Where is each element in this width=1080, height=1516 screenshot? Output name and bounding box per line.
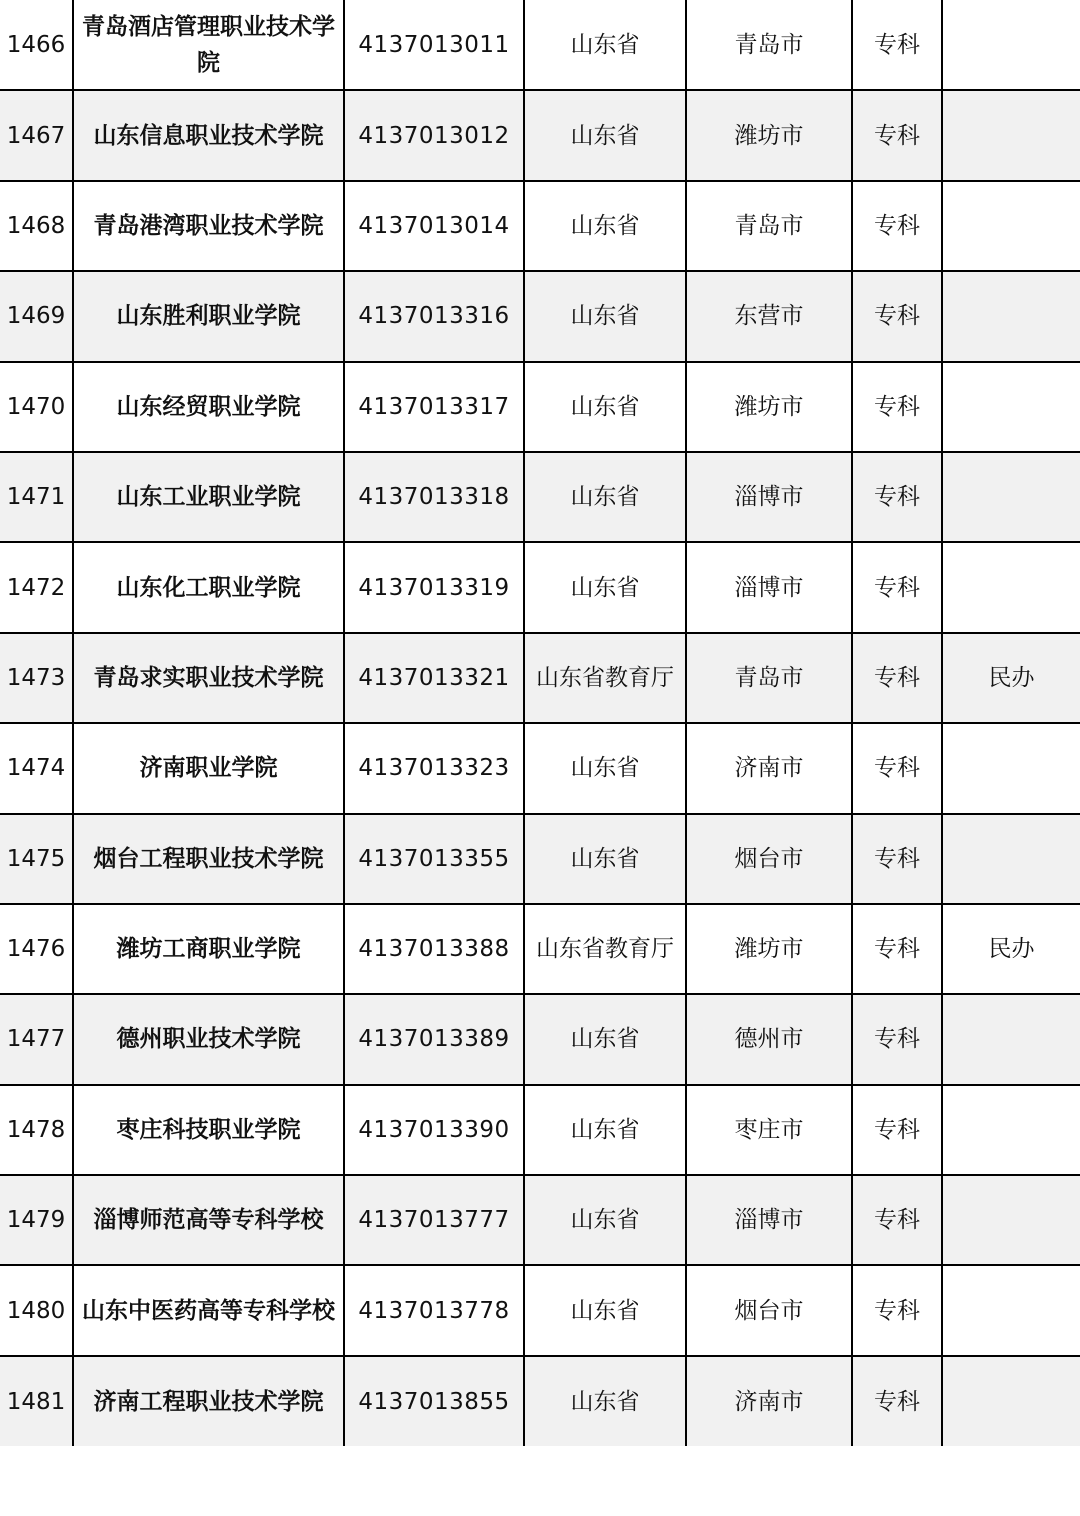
table-row — [0, 1265, 1080, 1355]
level-cell: 专科 — [852, 181, 942, 271]
authority-cell: 山东省 — [524, 1265, 686, 1355]
note-cell — [942, 1175, 1080, 1265]
table-row — [0, 904, 1080, 994]
authority-cell: 山东省 — [524, 814, 686, 904]
school-code-cell: 4137013389 — [344, 994, 524, 1084]
row-number-cell: 1470 — [0, 362, 73, 452]
table-row — [0, 542, 1080, 632]
level-cell: 专科 — [852, 723, 942, 813]
table-row — [0, 271, 1080, 361]
city-cell: 德州市 — [686, 994, 852, 1084]
school-name-cell: 潍坊工商职业学院 — [73, 904, 344, 994]
city-cell: 潍坊市 — [686, 904, 852, 994]
note-cell: 民办 — [942, 633, 1080, 723]
note-cell — [942, 181, 1080, 271]
city-cell: 济南市 — [686, 1356, 852, 1446]
level-cell: 专科 — [852, 814, 942, 904]
level-cell: 专科 — [852, 994, 942, 1084]
row-number-cell: 1474 — [0, 723, 73, 813]
school-name-cell: 青岛酒店管理职业技术学院 — [73, 0, 344, 90]
table-row — [0, 181, 1080, 271]
city-cell: 济南市 — [686, 723, 852, 813]
note-cell — [942, 90, 1080, 180]
row-number-cell: 1471 — [0, 452, 73, 542]
school-code-cell: 4137013316 — [344, 271, 524, 361]
city-cell: 淄博市 — [686, 1175, 852, 1265]
school-name-cell: 淄博师范高等专科学校 — [73, 1175, 344, 1265]
note-cell: 民办 — [942, 904, 1080, 994]
authority-cell: 山东省 — [524, 0, 686, 90]
row-number-cell: 1468 — [0, 181, 73, 271]
table-row — [0, 452, 1080, 542]
level-cell: 专科 — [852, 1356, 942, 1446]
city-cell: 烟台市 — [686, 814, 852, 904]
school-name-cell: 山东信息职业技术学院 — [73, 90, 344, 180]
school-code-cell: 4137013778 — [344, 1265, 524, 1355]
authority-cell: 山东省 — [524, 723, 686, 813]
authority-cell: 山东省 — [524, 1356, 686, 1446]
table-row — [0, 1085, 1080, 1175]
level-cell: 专科 — [852, 271, 942, 361]
school-code-cell: 4137013321 — [344, 633, 524, 723]
row-number-cell: 1467 — [0, 90, 73, 180]
row-number-cell: 1476 — [0, 904, 73, 994]
school-code-cell: 4137013317 — [344, 362, 524, 452]
authority-cell: 山东省 — [524, 362, 686, 452]
note-cell — [942, 1356, 1080, 1446]
level-cell: 专科 — [852, 542, 942, 632]
note-cell — [942, 362, 1080, 452]
school-code-cell: 4137013011 — [344, 0, 524, 90]
school-code-cell: 4137013388 — [344, 904, 524, 994]
row-number-cell: 1475 — [0, 814, 73, 904]
city-cell: 烟台市 — [686, 1265, 852, 1355]
note-cell — [942, 814, 1080, 904]
city-cell: 青岛市 — [686, 0, 852, 90]
row-number-cell: 1480 — [0, 1265, 73, 1355]
level-cell: 专科 — [852, 1175, 942, 1265]
row-number-cell: 1472 — [0, 542, 73, 632]
school-code-cell: 4137013355 — [344, 814, 524, 904]
school-name-cell: 青岛求实职业技术学院 — [73, 633, 344, 723]
note-cell — [942, 723, 1080, 813]
authority-cell: 山东省教育厅 — [524, 633, 686, 723]
authority-cell: 山东省 — [524, 452, 686, 542]
school-name-cell: 山东中医药高等专科学校 — [73, 1265, 344, 1355]
city-cell: 淄博市 — [686, 542, 852, 632]
level-cell: 专科 — [852, 90, 942, 180]
note-cell — [942, 0, 1080, 90]
school-code-cell: 4137013323 — [344, 723, 524, 813]
city-cell: 青岛市 — [686, 181, 852, 271]
row-number-cell: 1478 — [0, 1085, 73, 1175]
row-number-cell: 1481 — [0, 1356, 73, 1446]
authority-cell: 山东省 — [524, 542, 686, 632]
table-row — [0, 633, 1080, 723]
note-cell — [942, 271, 1080, 361]
authority-cell: 山东省 — [524, 994, 686, 1084]
school-code-cell: 4137013318 — [344, 452, 524, 542]
note-cell — [942, 452, 1080, 542]
authority-cell: 山东省 — [524, 1175, 686, 1265]
level-cell: 专科 — [852, 1265, 942, 1355]
school-code-cell: 4137013012 — [344, 90, 524, 180]
school-name-cell: 济南职业学院 — [73, 723, 344, 813]
row-number-cell: 1479 — [0, 1175, 73, 1265]
school-code-cell: 4137013777 — [344, 1175, 524, 1265]
school-name-cell: 青岛港湾职业技术学院 — [73, 181, 344, 271]
school-name-cell: 德州职业技术学院 — [73, 994, 344, 1084]
city-cell: 潍坊市 — [686, 90, 852, 180]
level-cell: 专科 — [852, 0, 942, 90]
city-cell: 枣庄市 — [686, 1085, 852, 1175]
school-code-cell: 4137013855 — [344, 1356, 524, 1446]
row-number-cell: 1473 — [0, 633, 73, 723]
level-cell: 专科 — [852, 452, 942, 542]
school-name-cell: 山东化工职业学院 — [73, 542, 344, 632]
table-row — [0, 362, 1080, 452]
authority-cell: 山东省 — [524, 181, 686, 271]
row-number-cell: 1466 — [0, 0, 73, 90]
school-name-cell: 济南工程职业技术学院 — [73, 1356, 344, 1446]
school-name-cell: 烟台工程职业技术学院 — [73, 814, 344, 904]
authority-cell: 山东省教育厅 — [524, 904, 686, 994]
school-code-cell: 4137013014 — [344, 181, 524, 271]
school-name-cell: 枣庄科技职业学院 — [73, 1085, 344, 1175]
authority-cell: 山东省 — [524, 90, 686, 180]
row-number-cell: 1469 — [0, 271, 73, 361]
note-cell — [942, 1265, 1080, 1355]
level-cell: 专科 — [852, 904, 942, 994]
city-cell: 青岛市 — [686, 633, 852, 723]
note-cell — [942, 1085, 1080, 1175]
table-row — [0, 0, 1080, 90]
school-code-cell: 4137013319 — [344, 542, 524, 632]
school-name-cell: 山东胜利职业学院 — [73, 271, 344, 361]
table-row — [0, 994, 1080, 1084]
table-row — [0, 90, 1080, 180]
row-number-cell: 1477 — [0, 994, 73, 1084]
note-cell — [942, 542, 1080, 632]
table-row — [0, 723, 1080, 813]
table-row — [0, 814, 1080, 904]
city-cell: 东营市 — [686, 271, 852, 361]
table-row — [0, 1175, 1080, 1265]
school-name-cell: 山东工业职业学院 — [73, 452, 344, 542]
city-cell: 淄博市 — [686, 452, 852, 542]
note-cell — [942, 994, 1080, 1084]
city-cell: 潍坊市 — [686, 362, 852, 452]
school-name-cell: 山东经贸职业学院 — [73, 362, 344, 452]
school-code-cell: 4137013390 — [344, 1085, 524, 1175]
level-cell: 专科 — [852, 362, 942, 452]
level-cell: 专科 — [852, 1085, 942, 1175]
authority-cell: 山东省 — [524, 271, 686, 361]
table-row — [0, 1356, 1080, 1446]
level-cell: 专科 — [852, 633, 942, 723]
authority-cell: 山东省 — [524, 1085, 686, 1175]
